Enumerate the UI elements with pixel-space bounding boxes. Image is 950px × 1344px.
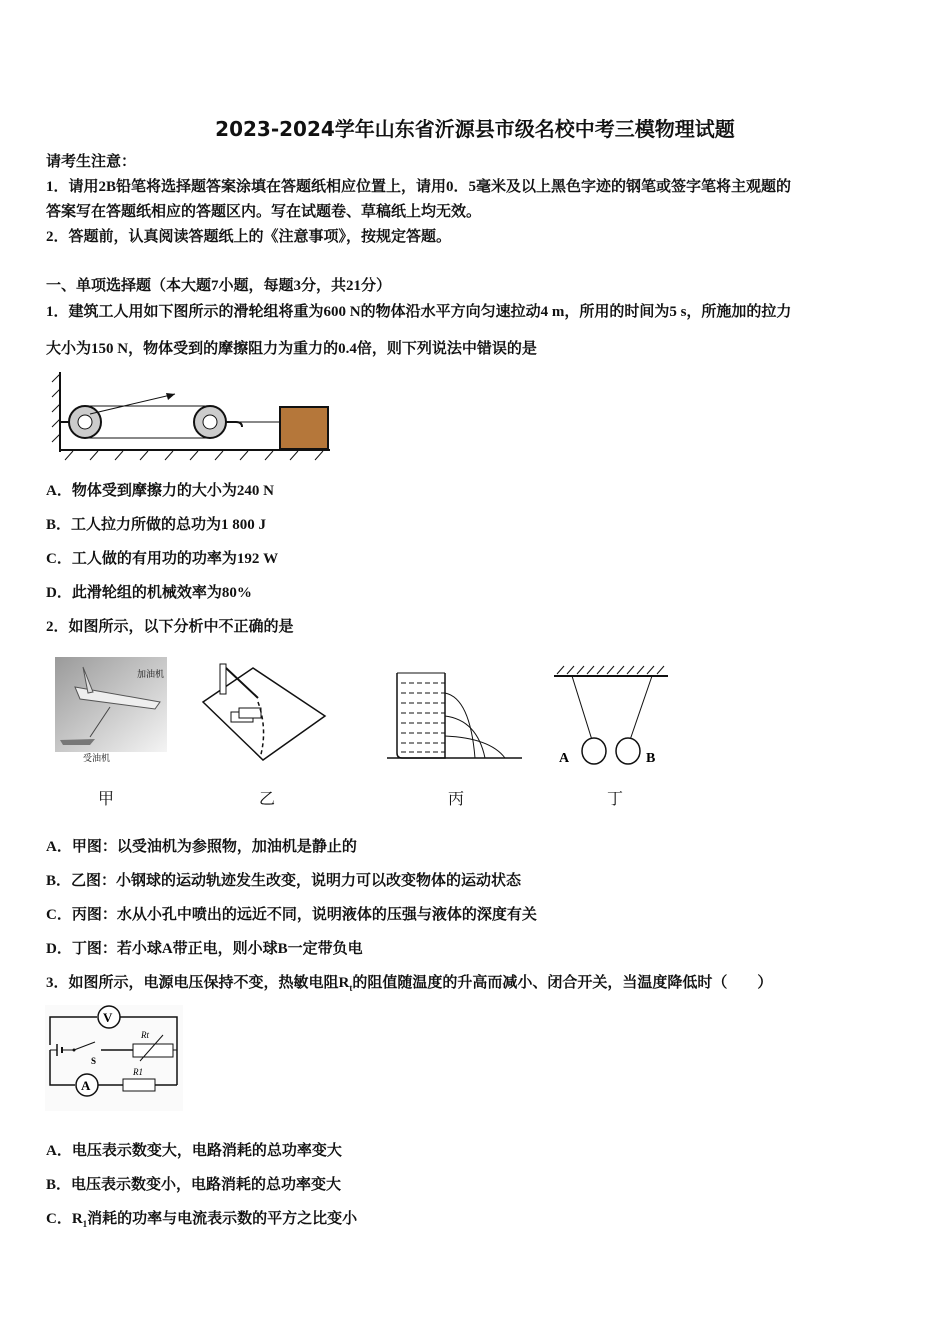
notice-line: 1．请用2B铅笔将选择题答案涂填在答题纸相应位置上，请用0．5毫米及以上黑色字迹的钢笔或签字笔将主观题的 [46,179,792,195]
section-heading: 一、单项选择题（本大题7小题，每题3分，共21分） [46,278,392,294]
q3-option-c-sub: 1 [82,1219,88,1229]
q1-option-c: C．工人做的有用功的功率为192 W [46,551,279,567]
tanker-label: 加油机 [137,669,165,679]
notice-line: 2．答题前，认真阅读答题纸上的《注意事项》，按规定答题。 [46,229,452,245]
rt-label: Rt [141,1030,149,1040]
q3-option-c [46,1209,357,1234]
q3-option-c-part: 消耗的功率与电流表示数的平方之比变小 [87,1211,358,1227]
ball-a-label: A [559,751,570,766]
refueling-photo [55,657,170,767]
r1-label: R1 [133,1067,143,1077]
receiver-label: 受油机 [83,753,111,763]
q3-stem-sub: t [349,983,353,993]
switch-label: S [91,1056,97,1066]
page-title: 2023-2024学年山东省沂源县市级名校中考三模物理试题 [215,117,735,141]
q2-option-b: B．乙图：小钢球的运动轨迹发生改变，说明力可以改变物体的运动状态 [46,873,522,889]
fig-label-jia: 甲 [98,789,115,808]
notice-heading: 请考生注意： [46,154,137,170]
q3-option-a: A．电压表示数变大，电路消耗的总功率变大 [46,1143,342,1159]
q1-option-b: B．工人拉力所做的总功为1 800 J [46,517,267,533]
ammeter-label: A [81,1078,91,1093]
q2-stem: 2．如图所示，以下分析中不正确的是 [46,619,294,635]
q1-stem: 大小为150 N，物体受到的摩擦阻力为重力的0.4倍，则下列说法中错误的是 [46,341,537,357]
ball-b-label: B [646,751,656,766]
q3-option-c-part: C．R [46,1211,83,1227]
pulley-figure [50,372,335,464]
steel-ball-figure [198,660,328,765]
q2-option-c: C．丙图：水从小孔中喷出的远近不同，说明液体的压强与液体的深度有关 [46,907,537,923]
q2-option-d: D．丁图：若小球A带正电，则小球B一定带负电 [46,941,363,957]
q2-option-a: A．甲图：以受油机为参照物，加油机是静止的 [46,839,357,855]
notice-line: 答案写在答题纸相应的答题区内。写在试题卷、草稿纸上均无效。 [46,204,482,220]
q1-stem: 1．建筑工人用如下图所示的滑轮组将重为600 N的物体沿水平方向匀速拉动4 m，所用的时间为5 s，所施加的拉力 [46,304,792,320]
q3-option-b: B．电压表示数变小，电路消耗的总功率变大 [46,1177,342,1193]
q3-stem-part: 3．如图所示，电源电压保持不变，热敏电阻R [46,975,350,991]
q1-option-a: A．物体受到摩擦力的大小为240 N [46,483,274,499]
fig-label-bing: 丙 [448,789,465,808]
circuit-figure [45,1005,185,1113]
charged-balls-figure [552,662,672,767]
fig-label-yi: 乙 [259,789,276,808]
q3-stem-part: 的阻值随温度的升高而减小、闭合开关，当温度降低时（ ） [352,975,773,991]
q1-option-d: D．此滑轮组的机械效率为80% [46,585,252,601]
q3-stem [46,973,772,998]
water-jet-figure [385,668,525,763]
voltmeter-label: V [103,1010,113,1025]
fig-label-ding: 丁 [607,789,624,808]
